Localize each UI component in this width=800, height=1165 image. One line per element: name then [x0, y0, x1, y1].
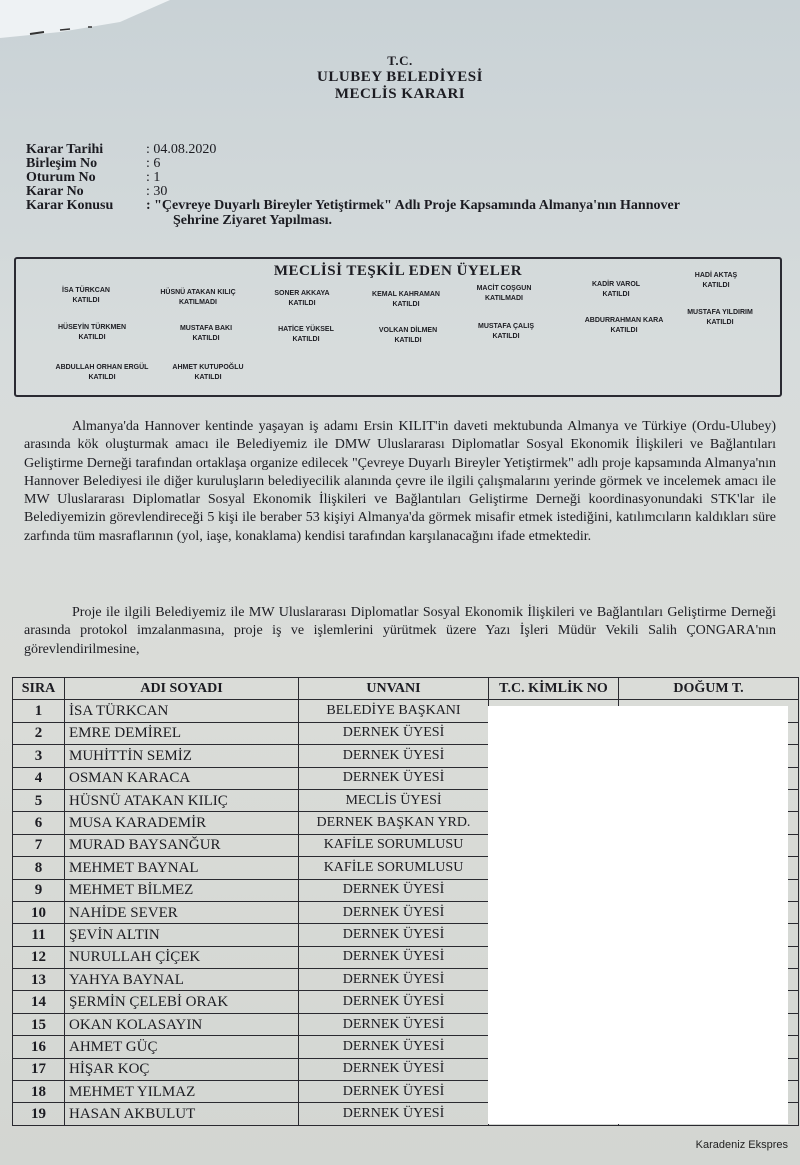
- meta-row: [26, 185, 786, 199]
- row-name: OKAN KOLASAYIN: [65, 1013, 299, 1035]
- member-entry: [666, 271, 766, 291]
- member-status: KATILDI: [610, 327, 638, 334]
- meta-row: [26, 171, 786, 185]
- row-name: NURULLAH ÇİÇEK: [65, 946, 299, 968]
- document-header: [0, 52, 800, 103]
- watermark: Karadeniz Ekspres: [695, 1139, 788, 1151]
- row-sira: 6: [13, 812, 65, 834]
- meta-row: [26, 199, 786, 213]
- row-sira: 18: [13, 1081, 65, 1103]
- member-entry: [158, 363, 258, 383]
- row-sira: 1: [13, 700, 65, 722]
- member-name: MUSTAFA ÇALIŞ: [478, 323, 534, 330]
- redaction-block: [488, 706, 788, 1124]
- member-name: MUSTAFA BAKI: [179, 325, 233, 332]
- member-status: KATILDI: [288, 300, 316, 307]
- row-name: MEHMET YILMAZ: [65, 1081, 299, 1103]
- row-sira: 7: [13, 834, 65, 856]
- member-entry: [566, 280, 666, 300]
- member-status: KATILDI: [706, 319, 734, 326]
- member-status: KATILDI: [192, 335, 220, 342]
- row-sira: 11: [13, 924, 65, 946]
- meta-key: Karar Tarihi: [26, 142, 104, 157]
- row-sira: 13: [13, 969, 65, 991]
- col-header-sira: SIRA: [13, 678, 65, 700]
- meta-value: : 1: [146, 170, 161, 185]
- row-sira: 16: [13, 1036, 65, 1058]
- member-status: KATILDI: [194, 374, 222, 381]
- row-unvan: BELEDİYE BAŞKANI: [299, 700, 489, 722]
- member-entry: [356, 290, 456, 310]
- member-name: KADİR VAROL: [591, 281, 641, 288]
- row-sira: 9: [13, 879, 65, 901]
- row-unvan: DERNEK ÜYESİ: [299, 879, 489, 901]
- member-name: ABDULLAH ORHAN ERGÜL: [55, 364, 149, 371]
- row-unvan: DERNEK ÜYESİ: [299, 901, 489, 923]
- row-unvan: MECLİS ÜYESİ: [299, 789, 489, 811]
- row-name: MEHMET BİLMEZ: [65, 879, 299, 901]
- member-status: KATILDI: [78, 334, 106, 341]
- member-status: KATILDI: [292, 336, 320, 343]
- header-doc-type: MECLİS KARARI: [334, 86, 466, 102]
- row-name: HASAN AKBULUT: [65, 1103, 299, 1125]
- meta-key: Karar No: [26, 184, 84, 199]
- meta-key: Oturum No: [26, 170, 96, 185]
- col-header-unvan: UNVANI: [299, 678, 489, 700]
- header-tc: T.C.: [387, 53, 413, 68]
- member-name: MUSTAFA YILDIRIM: [687, 309, 753, 316]
- row-sira: 4: [13, 767, 65, 789]
- row-unvan: KAFİLE SORUMLUSU: [299, 834, 489, 856]
- member-name: VOLKAN DİLMEN: [378, 327, 438, 334]
- row-name: MUHİTTİN SEMİZ: [65, 745, 299, 767]
- member-entry: [36, 286, 136, 306]
- member-status: KATILDI: [88, 374, 116, 381]
- row-name: AHMET GÜÇ: [65, 1036, 299, 1058]
- row-sira: 19: [13, 1103, 65, 1125]
- member-entry: [156, 324, 256, 344]
- member-name: AHMET KUTUPOĞLU: [172, 364, 244, 371]
- row-sira: 10: [13, 901, 65, 923]
- meta-value: : 6: [146, 156, 161, 171]
- meta-value: : 04.08.2020: [146, 142, 217, 157]
- member-status: KATILMADI: [485, 295, 523, 302]
- members-title: MECLİSİ TEŞKİL EDEN ÜYELER: [273, 263, 523, 279]
- row-name: OSMAN KARACA: [65, 767, 299, 789]
- row-name: İSA TÜRKCAN: [65, 700, 299, 722]
- member-name: HÜSEYİN TÜRKMEN: [57, 324, 127, 331]
- header-municipality: ULUBEY BELEDİYESİ: [317, 69, 483, 85]
- row-unvan: DERNEK ÜYESİ: [299, 745, 489, 767]
- row-name: YAHYA BAYNAL: [65, 969, 299, 991]
- decision-paragraph-1: Almanya'da Hannover kentinde yaşayan iş adamı Ersin KILIT'in daveti mektubunda Almanya ve Türkiye (Ordu-Ulubey) arasında kök oluşturmak amacı ile Belediyemiz ile DMW Uluslararası Diplomatlar Sosyal Ekonomik İlişkileri ve Bağlantıları Geliştirme Derneği tarafından ortaklaşa organize edilecek "Çevreye Duyarlı Bireyler Yetiştirmek" adlı proje kapsamında Almanya'nın Hannover Belediyesi ile diğer kuruluşların belediyecilik alanında çevre ile ilgili çalışmalarını yerinde görmek ve incelemek amacı ile MW Uluslararası Diplomatlar Sosyal Ekonomik İlişkileri ve Bağlantıları Geliştirme Derneği koordinasyonundaki STK'lar ile Belediyemizin görevlendireceği 5 kişi ile beraber 53 kişiyi Almanya'da görmek misafir etmek istediğini, katılımcıların kaldıkları süre zarfında tüm masraflarının (yol, iaşe, konaklama) kendisi tarafından karşılanacağını ifade etmektedir.: [24, 419, 776, 544]
- member-name: SONER AKKAYA: [274, 290, 330, 297]
- member-entry: [42, 323, 142, 343]
- meta-key: Birleşim No: [26, 156, 98, 171]
- row-sira: 2: [13, 722, 65, 744]
- member-entry: [358, 326, 458, 346]
- row-name: MEHMET BAYNAL: [65, 857, 299, 879]
- row-unvan: DERNEK ÜYESİ: [299, 924, 489, 946]
- member-status: KATILDI: [392, 301, 420, 308]
- member-entry: [566, 316, 682, 336]
- row-name: NAHİDE SEVER: [65, 901, 299, 923]
- member-entry: [148, 288, 248, 308]
- member-name: HÜSNÜ ATAKAN KILIÇ: [160, 289, 236, 296]
- table-header-row: [13, 678, 799, 700]
- row-unvan: DERNEK ÜYESİ: [299, 991, 489, 1013]
- row-sira: 8: [13, 857, 65, 879]
- row-name: HÜSNÜ ATAKAN KILIÇ: [65, 789, 299, 811]
- member-entry: [456, 322, 556, 342]
- row-name: HİŞAR KOÇ: [65, 1058, 299, 1080]
- col-header-tc: T.C. KİMLİK NO: [489, 678, 619, 700]
- row-unvan: DERNEK ÜYESİ: [299, 969, 489, 991]
- decision-meta: [26, 143, 786, 229]
- member-entry: [454, 284, 554, 304]
- member-name: ABDURRAHMAN KARA: [584, 317, 664, 324]
- member-entry: [666, 308, 774, 328]
- member-name: HATİCE YÜKSEL: [278, 326, 334, 333]
- members-box: [14, 257, 782, 397]
- row-sira: 5: [13, 789, 65, 811]
- row-name: ŞERMİN ÇELEBİ ORAK: [65, 991, 299, 1013]
- meta-subject-continuation: Şehrine Ziyaret Yapılması.: [173, 213, 333, 228]
- decision-paragraph-2: Proje ile ilgili Belediyemiz ile MW Uluslararası Diplomatlar Sosyal Ekonomik İlişkileri ve Bağlantıları Geliştirme Derneği arasında protokol imzalanmasına, proje iş ve işlemlerini yürütmek üzere Yazı İşleri Müdür Vekili Salih ÇONGARA'nın görevlendirilmesine,: [24, 605, 776, 657]
- scan-edge-marks: [0, 0, 800, 40]
- member-status: KATILMADI: [179, 299, 217, 306]
- row-name: EMRE DEMİREL: [65, 722, 299, 744]
- member-name: KEMAL KAHRAMAN: [372, 291, 440, 298]
- row-unvan: DERNEK ÜYESİ: [299, 1036, 489, 1058]
- row-sira: 3: [13, 745, 65, 767]
- member-entry: [256, 325, 356, 345]
- member-name: MACİT COŞGUN: [476, 285, 532, 292]
- row-name: ŞEVİN ALTIN: [65, 924, 299, 946]
- member-name: HADİ AKTAŞ: [694, 272, 738, 279]
- row-sira: 12: [13, 946, 65, 968]
- row-sira: 14: [13, 991, 65, 1013]
- col-header-name: ADI SOYADI: [65, 678, 299, 700]
- row-name: MUSA KARADEMİR: [65, 812, 299, 834]
- row-name: MURAD BAYSANĞUR: [65, 834, 299, 856]
- row-unvan: DERNEK ÜYESİ: [299, 722, 489, 744]
- meta-value: : "Çevreye Duyarlı Bireyler Yetiştirmek" Adlı Proje Kapsamında Almanya'nın Hannover: [146, 198, 680, 213]
- member-status: KATILDI: [394, 337, 422, 344]
- meta-value: : 30: [146, 184, 168, 199]
- member-entry: [252, 289, 352, 309]
- row-unvan: DERNEK ÜYESİ: [299, 1081, 489, 1103]
- meta-row: [26, 143, 786, 157]
- member-status: KATILDI: [702, 282, 730, 289]
- row-unvan: DERNEK ÜYESİ: [299, 767, 489, 789]
- meta-key: Karar Konusu: [26, 198, 114, 213]
- member-status: KATILDI: [492, 333, 520, 340]
- row-unvan: DERNEK ÜYESİ: [299, 1103, 489, 1125]
- member-name: İSA TÜRKCAN: [62, 287, 110, 294]
- row-sira: 17: [13, 1058, 65, 1080]
- member-entry: [42, 363, 162, 383]
- row-sira: 15: [13, 1013, 65, 1035]
- meta-row: [26, 157, 786, 171]
- row-unvan: KAFİLE SORUMLUSU: [299, 857, 489, 879]
- member-status: KATILDI: [602, 291, 630, 298]
- row-unvan: DERNEK BAŞKAN YRD.: [299, 812, 489, 834]
- member-status: KATILDI: [72, 297, 100, 304]
- col-header-dob: DOĞUM T.: [619, 678, 799, 700]
- row-unvan: DERNEK ÜYESİ: [299, 1058, 489, 1080]
- row-unvan: DERNEK ÜYESİ: [299, 1013, 489, 1035]
- row-unvan: DERNEK ÜYESİ: [299, 946, 489, 968]
